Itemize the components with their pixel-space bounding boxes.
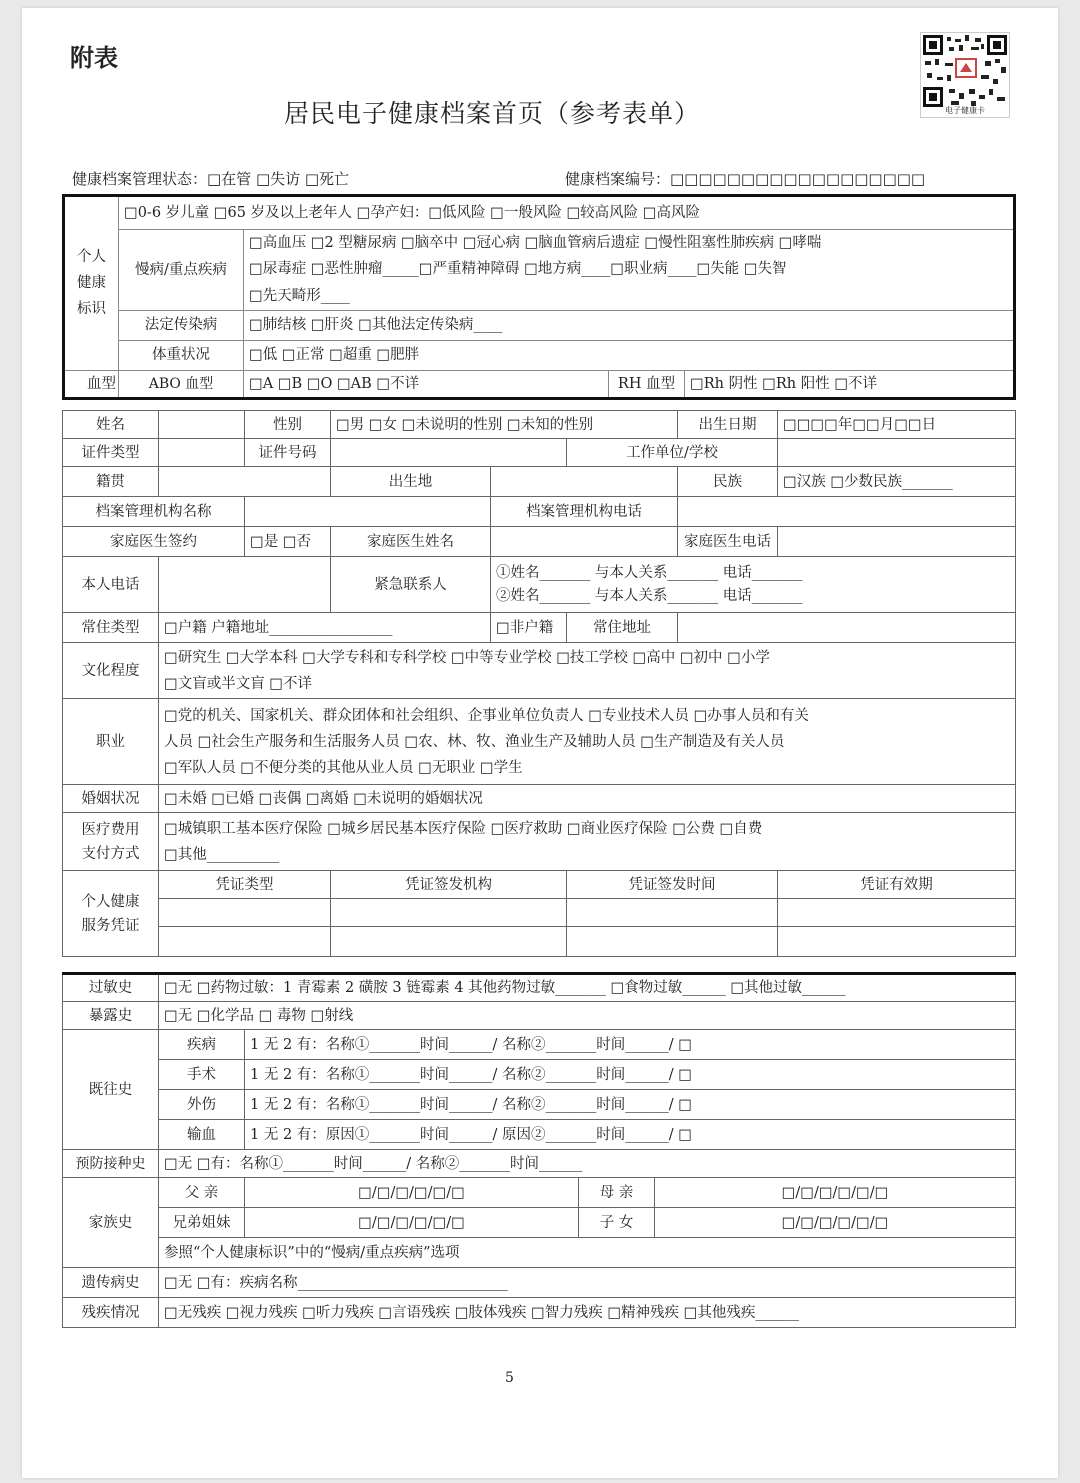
allergy-options[interactable]: □无 □药物过敏：1 青霉素 2 磺胺 3 链霉素 4 其他药物过敏_______ □食物过敏______ □其他过敏______ bbox=[159, 974, 1016, 1002]
genetic-disease-label: 遗传病史 bbox=[63, 1268, 159, 1298]
surgery-label: 手术 bbox=[159, 1060, 245, 1090]
chronic-disease-label: 慢病/重点疾病 bbox=[119, 230, 244, 311]
org-name-field[interactable] bbox=[245, 497, 491, 527]
doctor-name-field[interactable] bbox=[491, 527, 678, 557]
phone-label: 本人电话 bbox=[63, 557, 159, 613]
trauma-history-field[interactable]: 1 无 2 有：名称①_______时间______/ 名称②_______时间______/ □ bbox=[245, 1090, 1016, 1120]
id-number-label: 证件号码 bbox=[245, 439, 331, 467]
doctor-sign-options[interactable]: □是 □否 bbox=[245, 527, 331, 557]
phone-field[interactable] bbox=[159, 557, 331, 613]
blood-type-label: 血型 bbox=[64, 370, 119, 398]
dob-field[interactable]: □□□□年□□月□□日 bbox=[778, 411, 1016, 439]
certificate-cell[interactable] bbox=[567, 899, 778, 927]
children-options[interactable]: □/□/□/□/□/□ bbox=[655, 1208, 1016, 1238]
emergency-contact-label: 紧急联系人 bbox=[331, 557, 491, 613]
chronic-disease-options-2[interactable]: □尿毒症 □恶性肿瘤_____□严重精神障碍 □地方病____□职业病____□失能 □失智 bbox=[244, 256, 1015, 282]
surgery-history-field[interactable]: 1 无 2 有：名称①_______时间______/ 名称②_______时间______/ □ bbox=[245, 1060, 1016, 1090]
trauma-label: 外伤 bbox=[159, 1090, 245, 1120]
certificate-cell[interactable] bbox=[778, 899, 1016, 927]
certificate-cell[interactable] bbox=[159, 927, 331, 957]
occupation-options[interactable] bbox=[159, 699, 1016, 785]
page-title: 居民电子健康档案首页（参考表单） bbox=[284, 99, 701, 128]
transfusion-label: 输血 bbox=[159, 1120, 245, 1150]
payment-options-2[interactable]: □其他__________ bbox=[164, 846, 280, 863]
native-place-field[interactable] bbox=[159, 467, 331, 497]
disease-label: 疾病 bbox=[159, 1030, 245, 1060]
work-unit-field[interactable] bbox=[778, 439, 1016, 467]
page-number: 5 bbox=[505, 1370, 514, 1386]
form-sheet bbox=[22, 8, 1058, 1478]
mother-label: 母 亲 bbox=[579, 1178, 655, 1208]
disease-history-field[interactable]: 1 无 2 有：名称①_______时间______/ 名称②_______时间______/ □ bbox=[245, 1030, 1016, 1060]
transfusion-history-field[interactable]: 1 无 2 有：原因①_______时间______/ 原因②_______时间______/ □ bbox=[245, 1120, 1016, 1150]
service-certificate-label: 个人健康服务凭证 bbox=[63, 871, 159, 957]
payment-options-1[interactable]: □城镇职工基本医疗保险 □城乡居民基本医疗保险 □医疗救助 □商业医疗保险 □公费 □自费 bbox=[164, 820, 763, 837]
marital-label: 婚姻状况 bbox=[63, 785, 159, 813]
certificate-cell[interactable] bbox=[331, 899, 567, 927]
education-label: 文化程度 bbox=[63, 643, 159, 699]
children-label: 子 女 bbox=[579, 1208, 655, 1238]
mother-options[interactable]: □/□/□/□/□/□ bbox=[655, 1178, 1016, 1208]
certificate-cell[interactable] bbox=[778, 927, 1016, 957]
exposure-label: 暴露史 bbox=[63, 1002, 159, 1030]
genetic-disease-options[interactable]: □无 □有：疾病名称_____________________________ bbox=[159, 1268, 1016, 1298]
basic-info-table bbox=[62, 410, 1016, 957]
disability-options[interactable]: □无残疾 □视力残疾 □听力残疾 □言语残疾 □肢体残疾 □智力残疾 □精神残疾 □其他残疾______ bbox=[159, 1298, 1016, 1328]
vaccination-options[interactable]: □无 □有：名称①_______时间______/ 名称②_______时间______ bbox=[159, 1150, 1016, 1178]
org-phone-label: 档案管理机构电话 bbox=[491, 497, 678, 527]
dob-label: 出生日期 bbox=[678, 411, 778, 439]
occupation-options-3[interactable]: □军队人员 □不便分类的其他从业人员 □无职业 □学生 bbox=[164, 759, 523, 776]
record-status: 健康档案管理状态：□在管 □失访 □死亡 bbox=[72, 170, 350, 188]
appendix-label: 附表 bbox=[70, 44, 118, 72]
doctor-phone-label: 家庭医生电话 bbox=[678, 527, 778, 557]
sex-options[interactable]: □男 □女 □未说明的性别 □未知的性别 bbox=[331, 411, 678, 439]
payment-options[interactable] bbox=[159, 813, 1016, 871]
history-table bbox=[62, 972, 1016, 1328]
certificate-cell[interactable] bbox=[331, 927, 567, 957]
siblings-options[interactable]: □/□/□/□/□/□ bbox=[245, 1208, 579, 1238]
residence-address-field[interactable] bbox=[678, 613, 1016, 643]
ethnicity-label: 民族 bbox=[678, 467, 778, 497]
certificate-type-header: 凭证类型 bbox=[159, 871, 331, 899]
name-label: 姓名 bbox=[63, 411, 159, 439]
payment-label: 医疗费用支付方式 bbox=[63, 813, 159, 871]
past-history-label: 既往史 bbox=[63, 1030, 159, 1150]
health-identity-table bbox=[62, 194, 1016, 400]
emergency-contact-1[interactable]: ①姓名_______ 与本人关系_______ 电话_______ bbox=[496, 564, 803, 581]
marital-options[interactable]: □未婚 □已婚 □丧偶 □离婚 □未说明的婚姻状况 bbox=[159, 785, 1016, 813]
id-type-field[interactable] bbox=[159, 439, 245, 467]
id-type-label: 证件类型 bbox=[63, 439, 159, 467]
abo-label: ABO 血型 bbox=[119, 370, 244, 398]
weight-status-options[interactable]: □低 □正常 □超重 □肥胖 bbox=[244, 340, 1015, 370]
disability-label: 残疾情况 bbox=[63, 1298, 159, 1328]
name-field[interactable] bbox=[159, 411, 245, 439]
population-options[interactable]: □0-6 岁儿童 □65 岁及以上老年人 □孕产妇：□低风险 □一般风险 □较高风险 □高风险 bbox=[119, 196, 1015, 230]
doctor-sign-label: 家庭医生签约 bbox=[63, 527, 245, 557]
ethnicity-options[interactable]: □汉族 □少数民族_______ bbox=[778, 467, 1016, 497]
sex-label: 性别 bbox=[245, 411, 331, 439]
siblings-label: 兄弟姐妹 bbox=[159, 1208, 245, 1238]
birthplace-field[interactable] bbox=[491, 467, 678, 497]
residence-type-label: 常住类型 bbox=[63, 613, 159, 643]
father-label: 父 亲 bbox=[159, 1178, 245, 1208]
certificate-cell[interactable] bbox=[567, 927, 778, 957]
native-place-label: 籍贯 bbox=[63, 467, 159, 497]
record-number: 健康档案编号：□□□□□□□□□□□□□□□□□□ bbox=[565, 170, 926, 188]
weight-status-label: 体重状况 bbox=[119, 340, 244, 370]
education-options-1[interactable]: □研究生 □大学本科 □大学专科和专科学校 □中等专业学校 □技工学校 □高中 □初中 □小学 bbox=[164, 649, 770, 666]
certificate-issuer-header: 凭证签发机构 bbox=[331, 871, 567, 899]
rh-options[interactable]: □Rh 阴性 □Rh 阳性 □不详 bbox=[685, 370, 1015, 398]
chronic-disease-options-1[interactable]: □高血压 □2 型糖尿病 □脑卒中 □冠心病 □脑血管病后遗症 □慢性阻塞性肺疾病 □哮喘 bbox=[244, 230, 1015, 257]
father-options[interactable]: □/□/□/□/□/□ bbox=[245, 1178, 579, 1208]
doctor-name-label: 家庭医生姓名 bbox=[331, 527, 491, 557]
occupation-options-2[interactable]: 人员 □社会生产服务和生活服务人员 □农、林、牧、渔业生产及辅助人员 □生产制造及有关人员 bbox=[164, 733, 785, 750]
health-identity-group-label: 个人健康标识 bbox=[64, 196, 119, 371]
non-household-option[interactable]: □非户籍 bbox=[491, 613, 567, 643]
certificate-validity-header: 凭证有效期 bbox=[778, 871, 1016, 899]
id-number-field[interactable] bbox=[331, 439, 567, 467]
rh-label: RH 血型 bbox=[609, 370, 685, 398]
birthplace-label: 出生地 bbox=[331, 467, 491, 497]
org-phone-field[interactable] bbox=[678, 497, 1016, 527]
vaccination-label: 预防接种史 bbox=[63, 1150, 159, 1178]
qr-code-icon[interactable] bbox=[920, 32, 1010, 118]
doctor-phone-field[interactable] bbox=[778, 527, 1016, 557]
residence-type-options[interactable]: □户籍 户籍地址_________________ bbox=[159, 613, 491, 643]
residence-address-label: 常住地址 bbox=[567, 613, 678, 643]
qr-caption: 电子健康卡 bbox=[945, 106, 985, 115]
occupation-label: 职业 bbox=[63, 699, 159, 785]
family-history-label: 家族史 bbox=[63, 1178, 159, 1268]
abo-options[interactable]: □A □B □O □AB □不详 bbox=[244, 370, 609, 398]
work-unit-label: 工作单位/学校 bbox=[567, 439, 778, 467]
education-options[interactable] bbox=[159, 643, 1016, 699]
emergency-contact-2[interactable]: ②姓名_______ 与本人关系_______ 电话_______ bbox=[496, 587, 803, 604]
family-history-note: 参照“个人健康标识”中的“慢病/重点疾病”选项 bbox=[159, 1238, 1016, 1268]
certificate-issue-date-header: 凭证签发时间 bbox=[567, 871, 778, 899]
infectious-disease-label: 法定传染病 bbox=[119, 310, 244, 340]
emergency-contact-fields[interactable] bbox=[491, 557, 1016, 613]
infectious-disease-options[interactable]: □肺结核 □肝炎 □其他法定传染病____ bbox=[244, 310, 1015, 340]
org-name-label: 档案管理机构名称 bbox=[63, 497, 245, 527]
certificate-cell[interactable] bbox=[159, 899, 331, 927]
education-options-2[interactable]: □文盲或半文盲 □不详 bbox=[164, 675, 313, 692]
exposure-options[interactable]: □无 □化学品 □ 毒物 □射线 bbox=[159, 1002, 1016, 1030]
chronic-disease-options-3[interactable]: □先天畸形____ bbox=[244, 282, 1015, 310]
allergy-label: 过敏史 bbox=[63, 974, 159, 1002]
occupation-options-1[interactable]: □党的机关、国家机关、群众团体和社会组织、企事业单位负责人 □专业技术人员 □办事人员和有关 bbox=[164, 707, 809, 724]
